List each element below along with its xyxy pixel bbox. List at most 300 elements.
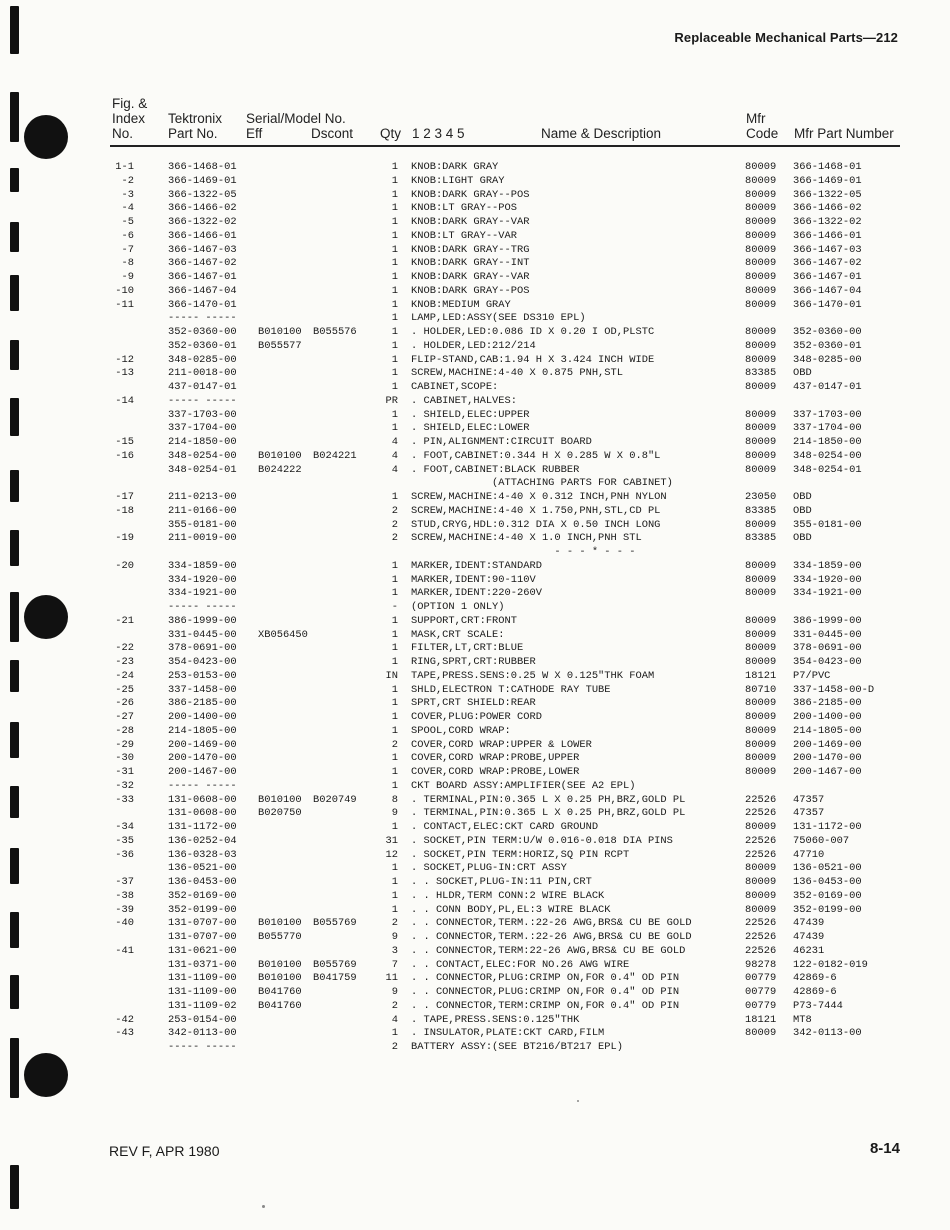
row-mfr-code: 80009 [745, 271, 777, 283]
row-qty: 1 [391, 752, 398, 765]
row-qty: 7 [391, 958, 398, 971]
table-row [0, 216, 950, 230]
table-row [0, 381, 950, 395]
row-mfr-code: 18121 [745, 1013, 777, 1026]
row-mfr-part-number: P73-7444 [793, 999, 843, 1012]
row-name-description: . SOCKET,PIN TERM:U/W 0.016-0.018 DIA PINS [411, 834, 673, 847]
row-mfr-part-number: 337-1703-00 [793, 408, 862, 421]
row-mfr-code: 80009 [745, 642, 777, 655]
row-mfr-code: 83385 [745, 367, 777, 380]
row-fig-index: -27 [115, 711, 134, 723]
row-fig-index: -10 [115, 284, 134, 297]
row-part-number: 131-1109-00 [168, 972, 237, 985]
row-qty: 11 [385, 972, 398, 985]
col-head-tektronix-part: Tektronix Part No. [168, 111, 223, 141]
row-part-number: ----- ----- [168, 394, 237, 407]
row-qty: 1 [391, 779, 398, 792]
row-fig-index: -26 [115, 697, 134, 710]
row-mfr-part-number: 348-0254-01 [793, 463, 862, 476]
row-qty: 9 [391, 986, 398, 998]
row-name-description: KNOB:LIGHT GRAY [411, 174, 505, 187]
row-part-number: 214-1805-00 [168, 724, 237, 737]
col-head-mfr-code: Mfr Code [746, 111, 779, 141]
row-qty: 1 [391, 408, 398, 421]
binder-mark [10, 92, 19, 142]
row-part-number: 331-0445-00 [168, 628, 237, 641]
row-mfr-part-number: 334-1921-00 [793, 587, 862, 600]
row-fig-index: 1-1 [115, 161, 134, 173]
row-part-number: 131-1109-00 [168, 986, 237, 998]
row-name-description: SCREW,MACHINE:4-40 X 1.0 INCH,PNH STL [411, 532, 642, 545]
table-row [0, 477, 950, 491]
table-row [0, 1027, 950, 1041]
row-mfr-code: 80009 [745, 628, 777, 641]
row-mfr-code: 80009 [745, 243, 777, 256]
row-mfr-code: 80009 [745, 518, 777, 531]
row-part-number: 337-1704-00 [168, 422, 237, 435]
row-mfr-code: 00779 [745, 972, 777, 985]
row-qty: 4 [391, 436, 398, 448]
row-fig-index: -25 [115, 683, 134, 696]
row-qty: 2 [391, 504, 398, 517]
row-part-number: 348-0254-00 [168, 449, 237, 462]
row-mfr-part-number: 47439 [793, 917, 825, 930]
table-row [0, 161, 950, 175]
row-part-number: 366-1322-05 [168, 188, 237, 201]
row-name-description: MASK,CRT SCALE: [411, 628, 505, 641]
row-serial-dscont: B020749 [313, 793, 357, 806]
row-part-number: 334-1920-00 [168, 573, 237, 586]
row-mfr-part-number: 46231 [793, 944, 825, 957]
table-row [0, 752, 950, 766]
row-mfr-part-number: 437-0147-01 [793, 381, 862, 393]
row-part-number: 131-0608-00 [168, 793, 237, 806]
row-fig-index: -6 [121, 229, 134, 242]
row-mfr-part-number: MT8 [793, 1013, 812, 1026]
row-part-number: 211-0018-00 [168, 367, 237, 380]
row-mfr-code: 80009 [745, 862, 777, 875]
row-mfr-part-number: 352-0360-01 [793, 339, 862, 352]
row-serial-eff: B010100 [258, 449, 302, 462]
row-name-description: CKT BOARD ASSY:AMPLIFIER(SEE A2 EPL) [411, 779, 636, 792]
row-qty: 1 [391, 711, 398, 723]
row-name-description: RING,SPRT,CRT:RUBBER [411, 656, 536, 668]
table-row [0, 615, 950, 629]
row-fig-index: -11 [115, 298, 134, 311]
table-row [0, 945, 950, 959]
table-row [0, 574, 950, 588]
table-row [0, 739, 950, 753]
row-mfr-code: 80009 [745, 656, 777, 668]
row-mfr-part-number: 42869-6 [793, 972, 837, 985]
row-qty: 1 [391, 1027, 398, 1040]
page-title: Replaceable Mechanical Parts—212 [674, 30, 898, 45]
row-qty: 1 [391, 298, 398, 311]
row-part-number: 378-0691-00 [168, 642, 237, 655]
row-qty: 1 [391, 271, 398, 283]
row-qty: 1 [391, 243, 398, 256]
row-fig-index: -18 [115, 504, 134, 517]
row-mfr-code: 22526 [745, 848, 777, 861]
col-head-name-description: Name & Description [541, 126, 662, 141]
row-name-description: COVER,CORD WRAP:PROBE,LOWER [411, 766, 580, 778]
row-fig-index: -14 [115, 394, 134, 407]
row-mfr-code: 80009 [745, 766, 777, 778]
row-mfr-part-number: OBD [793, 367, 812, 380]
row-mfr-part-number: 366-1466-01 [793, 229, 862, 242]
row-part-number: 131-0707-00 [168, 931, 237, 943]
row-part-number: ----- ----- [168, 601, 237, 613]
row-name-description: SCREW,MACHINE:4-40 X 1.750,PNH,STL,CD PL [411, 504, 661, 517]
row-name-description: SCREW,MACHINE:4-40 X 0.312 INCH,PNH NYLON [411, 491, 667, 503]
row-name-description: . . CONNECTOR,PLUG:CRIMP ON,FOR 0.4" OD PIN [411, 986, 680, 998]
row-mfr-part-number: 354-0423-00 [793, 656, 862, 668]
row-qty: 1 [391, 683, 398, 696]
row-name-description: KNOB:MEDIUM GRAY [411, 298, 511, 311]
table-row [0, 326, 950, 340]
row-mfr-part-number: 352-0169-00 [793, 889, 862, 902]
row-qty: 1 [391, 862, 398, 875]
scan-speck [577, 1100, 579, 1102]
row-part-number: 342-0113-00 [168, 1027, 237, 1040]
row-qty: 9 [391, 931, 398, 943]
row-qty: 1 [391, 766, 398, 778]
row-fig-index: -29 [115, 738, 134, 751]
row-name-description: . FOOT,CABINET:0.344 H X 0.285 W X 0.8"L [411, 449, 661, 462]
col-head-fig-index: Fig. & Index No. [112, 96, 148, 141]
row-part-number: 200-1469-00 [168, 738, 237, 751]
row-part-number: 211-0019-00 [168, 532, 237, 545]
row-name-description: SCREW,MACHINE:4-40 X 0.875 PNH,STL [411, 367, 624, 380]
row-mfr-part-number: 47439 [793, 931, 825, 943]
row-qty: 1 [391, 697, 398, 710]
row-mfr-code: 80009 [745, 1027, 777, 1040]
row-part-number: 386-2185-00 [168, 697, 237, 710]
row-name-description: COVER,PLUG:POWER CORD [411, 711, 542, 723]
row-qty: 1 [391, 339, 398, 352]
row-mfr-code: 80009 [745, 821, 777, 833]
row-mfr-code: 00779 [745, 986, 777, 998]
row-fig-index: -20 [115, 559, 134, 572]
row-fig-index: -30 [115, 752, 134, 765]
row-mfr-code: 80009 [745, 711, 777, 723]
row-fig-index: -34 [115, 821, 134, 833]
row-part-number: 337-1703-00 [168, 408, 237, 421]
row-part-number: 366-1467-02 [168, 257, 237, 270]
row-qty: 2 [391, 1041, 398, 1053]
row-fig-index: -36 [115, 848, 134, 861]
row-name-description: . . CONNECTOR,TERM:CRIMP ON,FOR 0.4" OD PIN [411, 999, 680, 1012]
row-mfr-code: 22526 [745, 834, 777, 847]
table-row [0, 670, 950, 684]
row-fig-index: -37 [115, 876, 134, 888]
table-row [0, 986, 950, 1000]
row-qty: IN [385, 669, 398, 682]
row-name-description: BATTERY ASSY:(SEE BT216/BT217 EPL) [411, 1041, 624, 1053]
row-qty: 1 [391, 257, 398, 270]
row-part-number: 214-1850-00 [168, 436, 237, 448]
row-mfr-code: 00779 [745, 999, 777, 1012]
row-qty: 1 [391, 587, 398, 600]
table-row [0, 1041, 950, 1055]
row-mfr-part-number: 342-0113-00 [793, 1027, 862, 1040]
row-fig-index: -3 [121, 188, 134, 201]
table-row [0, 532, 950, 546]
row-qty: 1 [391, 216, 398, 228]
row-mfr-part-number: 200-1400-00 [793, 711, 862, 723]
row-mfr-part-number: 366-1467-01 [793, 271, 862, 283]
table-row [0, 1014, 950, 1028]
table-row [0, 340, 950, 354]
row-fig-index: -12 [115, 353, 134, 366]
row-name-description: . . CONNECTOR,TERM:22-26 AWG,BRS& CU BE GOLD [411, 944, 686, 957]
row-fig-index: -33 [115, 793, 134, 806]
row-mfr-part-number: 47357 [793, 807, 825, 820]
row-mfr-code: 80009 [745, 422, 777, 435]
row-qty: 2 [391, 518, 398, 531]
row-part-number: 366-1466-02 [168, 202, 237, 215]
row-mfr-part-number: OBD [793, 491, 812, 503]
col-head-indent: 1 2 3 4 5 [412, 126, 465, 141]
row-fig-index: -8 [121, 257, 134, 270]
row-name-description: MARKER,IDENT:STANDARD [411, 559, 542, 572]
row-mfr-code: 83385 [745, 504, 777, 517]
row-fig-index: -9 [121, 271, 134, 283]
row-mfr-code: 80009 [745, 229, 777, 242]
row-qty: 1 [391, 174, 398, 187]
row-part-number: 366-1467-03 [168, 243, 237, 256]
row-part-number: ----- ----- [168, 1041, 237, 1053]
row-name-description: . SHIELD,ELEC:UPPER [411, 408, 530, 421]
row-mfr-part-number: 334-1920-00 [793, 573, 862, 586]
row-qty: 1 [391, 353, 398, 366]
row-name-description: . CONTACT,ELEC:CKT CARD GROUND [411, 821, 599, 833]
row-mfr-code: 22526 [745, 931, 777, 943]
row-name-description: LAMP,LED:ASSY(SEE DS310 EPL) [411, 312, 586, 325]
row-name-description: MARKER,IDENT:90-110V [411, 573, 536, 586]
row-qty: 12 [385, 848, 398, 861]
row-name-description: SPRT,CRT SHIELD:REAR [411, 697, 536, 710]
table-row [0, 450, 950, 464]
row-mfr-code: 80009 [745, 257, 777, 270]
row-name-description: . SHIELD,ELEC:LOWER [411, 422, 530, 435]
row-mfr-part-number: 386-1999-00 [793, 614, 862, 627]
col-head-eff: Eff [246, 126, 263, 141]
table-row [0, 271, 950, 285]
table-row [0, 202, 950, 216]
punch-hole [24, 115, 68, 159]
row-qty: 9 [391, 807, 398, 820]
row-qty: 2 [391, 738, 398, 751]
row-name-description: . TERMINAL,PIN:0.365 L X 0.25 PH,BRZ,GOLD PL [411, 793, 686, 806]
col-head-mfr-part-number: Mfr Part Number [794, 126, 894, 141]
table-row [0, 312, 950, 326]
table-row [0, 189, 950, 203]
row-qty: PR [385, 394, 398, 407]
row-serial-eff: B010100 [258, 793, 302, 806]
row-part-number: 366-1467-01 [168, 271, 237, 283]
row-qty: 4 [391, 463, 398, 476]
table-row [0, 367, 950, 381]
row-serial-dscont: B055769 [313, 958, 357, 971]
table-row [0, 972, 950, 986]
table-row [0, 904, 950, 918]
table-row [0, 876, 950, 890]
table-row [0, 697, 950, 711]
row-part-number: 334-1921-00 [168, 587, 237, 600]
table-row [0, 519, 950, 533]
table-row [0, 491, 950, 505]
row-mfr-part-number: 366-1466-02 [793, 202, 862, 215]
row-name-description: . SOCKET,PLUG-IN:CRT ASSY [411, 862, 567, 875]
row-mfr-code: 80009 [745, 161, 777, 173]
table-row [0, 807, 950, 821]
page-number: 8-14 [869, 1140, 900, 1157]
table-row [0, 725, 950, 739]
col-head-qty: Qty [380, 126, 402, 141]
row-part-number: 253-0154-00 [168, 1013, 237, 1026]
row-qty: 1 [391, 326, 398, 338]
row-qty: 1 [391, 628, 398, 641]
row-mfr-code: 80710 [745, 683, 777, 696]
row-part-number: 386-1999-00 [168, 614, 237, 627]
row-serial-eff: B010100 [258, 326, 302, 338]
row-name-description: KNOB:LT GRAY--VAR [411, 229, 518, 242]
row-part-number: 337-1458-00 [168, 683, 237, 696]
row-mfr-code: 80009 [745, 298, 777, 311]
row-mfr-part-number: 122-0182-019 [793, 958, 868, 971]
table-row [0, 835, 950, 849]
row-name-description: KNOB:DARK GRAY--INT [411, 257, 530, 270]
row-name-description: KNOB:DARK GRAY--VAR [411, 216, 530, 228]
row-name-description: SHLD,ELECTRON T:CATHODE RAY TUBE [411, 683, 611, 696]
row-fig-index: -43 [115, 1027, 134, 1040]
row-mfr-code: 80009 [745, 463, 777, 476]
table-row [0, 546, 950, 560]
row-fig-index: -39 [115, 903, 134, 916]
table-row [0, 917, 950, 931]
table-row [0, 821, 950, 835]
row-part-number: 352-0169-00 [168, 889, 237, 902]
row-part-number: 366-1466-01 [168, 229, 237, 242]
row-part-number: 366-1322-02 [168, 216, 237, 228]
punch-hole [24, 1053, 68, 1097]
row-qty: 1 [391, 656, 398, 668]
row-mfr-part-number: 136-0521-00 [793, 862, 862, 875]
row-qty: 1 [391, 559, 398, 572]
row-mfr-part-number: 214-1850-00 [793, 436, 862, 448]
row-qty: 2 [391, 532, 398, 545]
table-row [0, 656, 950, 670]
row-serial-dscont: B055576 [313, 326, 357, 338]
row-fig-index: -2 [121, 174, 134, 187]
row-serial-eff: B041760 [258, 986, 302, 998]
header-divider [110, 145, 900, 147]
row-mfr-code: 80009 [745, 381, 777, 393]
row-name-description: KNOB:DARK GRAY [411, 161, 499, 173]
row-name-description: . HOLDER,LED:212/214 [411, 339, 536, 352]
row-part-number: 131-1172-00 [168, 821, 237, 833]
row-name-description: . FOOT,CABINET:BLACK RUBBER [411, 463, 580, 476]
row-mfr-part-number: 200-1469-00 [793, 738, 862, 751]
row-qty: 1 [391, 202, 398, 215]
row-name-description: . . CONTACT,ELEC:FOR NO.26 AWG WIRE [411, 958, 630, 971]
row-fig-index: -21 [115, 614, 134, 627]
row-name-description: . CABINET,HALVES: [411, 394, 518, 407]
table-row [0, 849, 950, 863]
revision-label: REV F, APR 1980 [109, 1143, 220, 1159]
row-serial-eff: B010100 [258, 958, 302, 971]
row-name-description: . PIN,ALIGNMENT:CIRCUIT BOARD [411, 436, 592, 448]
row-name-description: SUPPORT,CRT:FRONT [411, 614, 518, 627]
row-fig-index: -4 [121, 202, 134, 215]
row-mfr-code: 23050 [745, 491, 777, 503]
row-qty: 4 [391, 1013, 398, 1026]
row-mfr-code: 80009 [745, 573, 777, 586]
row-name-description: KNOB:DARK GRAY--TRG [411, 243, 530, 256]
row-part-number: 355-0181-00 [168, 518, 237, 531]
row-qty: 1 [391, 312, 398, 325]
row-qty: 1 [391, 229, 398, 242]
row-part-number: 136-0521-00 [168, 862, 237, 875]
table-row [0, 505, 950, 519]
row-qty: 1 [391, 724, 398, 737]
row-mfr-part-number: OBD [793, 504, 812, 517]
parts-list [0, 161, 950, 1055]
row-name-description: FLIP-STAND,CAB:1.94 H X 3.424 INCH WIDE [411, 353, 655, 366]
row-mfr-code: 22526 [745, 917, 777, 930]
table-row [0, 285, 950, 299]
row-mfr-part-number: 352-0360-00 [793, 326, 862, 338]
row-fig-index: -16 [115, 449, 134, 462]
table-row [0, 862, 950, 876]
row-mfr-part-number: 331-0445-00 [793, 628, 862, 641]
row-part-number: 334-1859-00 [168, 559, 237, 572]
row-mfr-part-number: 348-0285-00 [793, 353, 862, 366]
row-mfr-part-number: 75060-007 [793, 834, 850, 847]
row-qty: 31 [385, 834, 398, 847]
row-fig-index: -42 [115, 1013, 134, 1026]
table-row [0, 711, 950, 725]
row-mfr-part-number: 366-1322-02 [793, 216, 862, 228]
row-fig-index: -40 [115, 917, 134, 930]
row-fig-index: -32 [115, 779, 134, 792]
row-part-number: 352-0199-00 [168, 903, 237, 916]
row-mfr-code: 80009 [745, 889, 777, 902]
table-row [0, 244, 950, 258]
row-mfr-code: 80009 [745, 614, 777, 627]
table-row [0, 354, 950, 368]
row-name-description: COVER,CORD WRAP:UPPER & LOWER [411, 738, 592, 751]
row-mfr-part-number: 200-1467-00 [793, 766, 862, 778]
row-mfr-code: 80009 [745, 559, 777, 572]
row-mfr-code: 80009 [745, 174, 777, 187]
row-name-description: KNOB:LT GRAY--POS [411, 202, 518, 215]
row-fig-index: -15 [115, 436, 134, 448]
row-part-number: 366-1467-04 [168, 284, 237, 297]
row-serial-dscont: B041759 [313, 972, 357, 985]
row-serial-dscont: B024221 [313, 449, 357, 462]
row-part-number: ----- ----- [168, 779, 237, 792]
row-mfr-code: 80009 [745, 697, 777, 710]
row-name-description: TAPE,PRESS.SENS:0.25 W X 0.125"THK FOAM [411, 669, 655, 682]
row-part-number: 131-0621-00 [168, 944, 237, 957]
row-name-description: KNOB:DARK GRAY--POS [411, 188, 530, 201]
row-mfr-code: 98278 [745, 958, 777, 971]
row-mfr-part-number: 355-0181-00 [793, 518, 862, 531]
table-row [0, 629, 950, 643]
row-name-description: (OPTION 1 ONLY) [411, 601, 505, 613]
